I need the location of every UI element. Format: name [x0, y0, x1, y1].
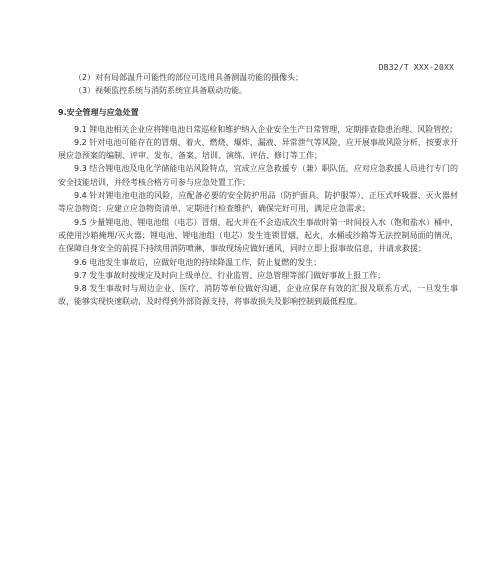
clause-9-8: 9.8 发生事故时与周边企业、医疗、消防等单位做好沟通，企业应保存有效的汇报及联系方式，一旦发生事故，能够实现快速联动，及时得到外部资源支持，将事故损失及影响控制到最低程度。: [58, 284, 458, 307]
clause-9-4: 9.4 针对锂电池电池的风险，应配备必要的安全防护用品（防护面具、防护服等）、正压式呼吸器、灭火器材等应急物资；应建立应急物资清单，定期进行检查维护，确保完好可用，满足应急需求；: [58, 191, 458, 214]
clause-9-3: 9.3 结合锂电池及电化学储能电站风险特点，宜成立应急救援专（兼）职队伍，应对应急救援人员进行专门的安全技能培训，并经考核合格方可参与应急处置工作；: [58, 164, 458, 187]
document-body: [58, 71, 458, 309]
clause-9-7: 9.7 发生事故时按规定及时向上级单位、行业监管、应急管理等部门做好事故上报工作；: [74, 270, 386, 280]
standard-code: DB32/T XXX-20XX: [378, 63, 454, 72]
clause-9-6: 9.6 电池发生事故后，应做好电池的持续降温工作，防止复燃的发生；: [74, 257, 322, 267]
intro-item: （2）对有局部温升可能性的部位可选用具备测温功能的摄像头；: [74, 73, 304, 82]
clause-9-5: 9.5 少量锂电池、锂电池组（电芯）冒烟、起火并在不会造成次生事故时第一时间投入水（饱和盐水）桶中，或使用沙箱掩埋/灭火器；锂电池、锂电池组（电芯）发生连锁冒烟、起火，水桶或沙箱等无法控制局面的情况，在保障自身安全的前提下持续用消防喷淋，事故现场应做好通风，同时立即上报事故信息，并请求救援；: [58, 217, 458, 254]
clause-9-1: 9.1 锂电池相关企业应将锂电池日常巡检和维护纳入企业安全生产日常管理，定期排查隐患治理、风险管控；: [74, 124, 458, 134]
intro-item: （3）视频监控系统与消防系统宜具备联动功能。: [74, 86, 248, 96]
section-heading: 9.安全管理与应急处置: [58, 107, 139, 117]
clause-9-2: 9.2 针对电池可能存在的冒烟、着火、燃烧、爆炸、漏液、异常泄气等风险，应开展事故风险分析，按要求开展应急预案的编制、评审、发布、备案、培训、演练、评估、修订等工作；: [58, 137, 458, 161]
